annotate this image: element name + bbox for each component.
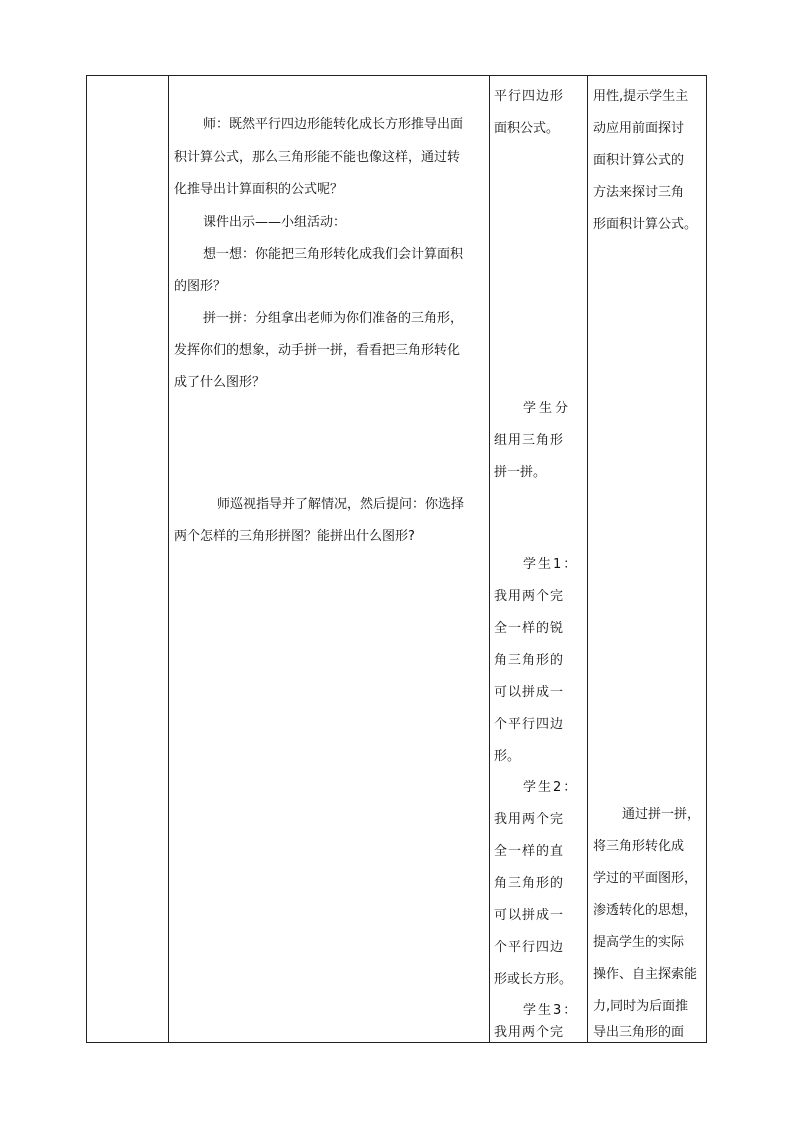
- intent-line: 将三角形转化成: [593, 839, 685, 854]
- teacher-line: 两个怎样的三角形拼图？能拼出什么图形?: [174, 529, 415, 544]
- teacher-line: 化推导出计算面积的公式呢？: [174, 182, 344, 197]
- student-line: 角三角形的: [494, 653, 565, 668]
- intent-line: 用性,提示学生主: [593, 89, 689, 104]
- intent-line: 操作、自主探索能: [593, 967, 698, 982]
- student-line: 组用三角形: [494, 433, 565, 448]
- teacher-line: 积计算公式，那么三角形能不能也像这样，通过转: [174, 150, 461, 165]
- intent-line: 学过的平面图形，: [593, 871, 698, 886]
- intent-line: 导出三角形的面: [593, 1025, 685, 1040]
- teacher-line: 师：既然平行四边形能转化成长方形推导出面: [203, 117, 464, 132]
- student-line: 面积公式。: [494, 121, 560, 136]
- intent-line: 力,同时为后面推: [593, 999, 689, 1014]
- student-line: 学生2：: [523, 780, 579, 795]
- student-line: 全一样的直: [494, 844, 565, 859]
- teacher-line: 想一想：你能把三角形转化成我们会计算面积: [203, 247, 464, 262]
- intent-line: 形面积计算公式。: [593, 217, 698, 232]
- teacher-line: 师巡视指导并了解情况，然后提问：你选择: [217, 497, 465, 512]
- teacher-line: 发挥你们的想象，动手拼一拼，看看把三角形转化: [174, 343, 461, 358]
- teacher-line: 拼一拼：分组拿出老师为你们准备的三角形，: [203, 311, 464, 326]
- student-line: 学生3：: [523, 1003, 579, 1018]
- student-line: 我用两个完: [494, 812, 565, 827]
- student-line: 学生1：: [523, 557, 579, 572]
- intent-line: 通过拼一拼，: [622, 807, 701, 822]
- student-line: 个平行四边: [494, 717, 565, 732]
- teacher-line: 成了什么图形？: [174, 375, 266, 390]
- student-line: 个平行四边: [494, 940, 565, 955]
- student-line: 形或长方形。: [494, 972, 573, 987]
- intent-line: 面积计算公式的: [593, 153, 685, 168]
- student-line: 我用两个完: [494, 589, 565, 604]
- student-line: 形。: [494, 749, 521, 764]
- student-line: 可以拼成一: [494, 685, 565, 700]
- teacher-line: 课件出示——小组活动：: [203, 215, 347, 230]
- student-line: 全一样的锐: [494, 621, 565, 636]
- intent-line: 渗透转化的思想，: [593, 903, 698, 918]
- student-line: 角三角形的: [494, 876, 565, 891]
- student-line: 平行四边形: [494, 89, 565, 104]
- student-line: 学生分: [523, 401, 572, 416]
- teacher-line: 的图形？: [174, 279, 227, 294]
- student-line: 我用两个完: [494, 1025, 565, 1040]
- intent-line: 动应用前面探讨: [593, 121, 685, 136]
- intent-line: 方法来探讨三角: [593, 185, 685, 200]
- student-line: 拼一拼。: [494, 465, 547, 480]
- student-line: 可以拼成一: [494, 908, 565, 923]
- intent-line: 提高学生的实际: [593, 935, 685, 950]
- column-divider-1: [168, 76, 169, 1042]
